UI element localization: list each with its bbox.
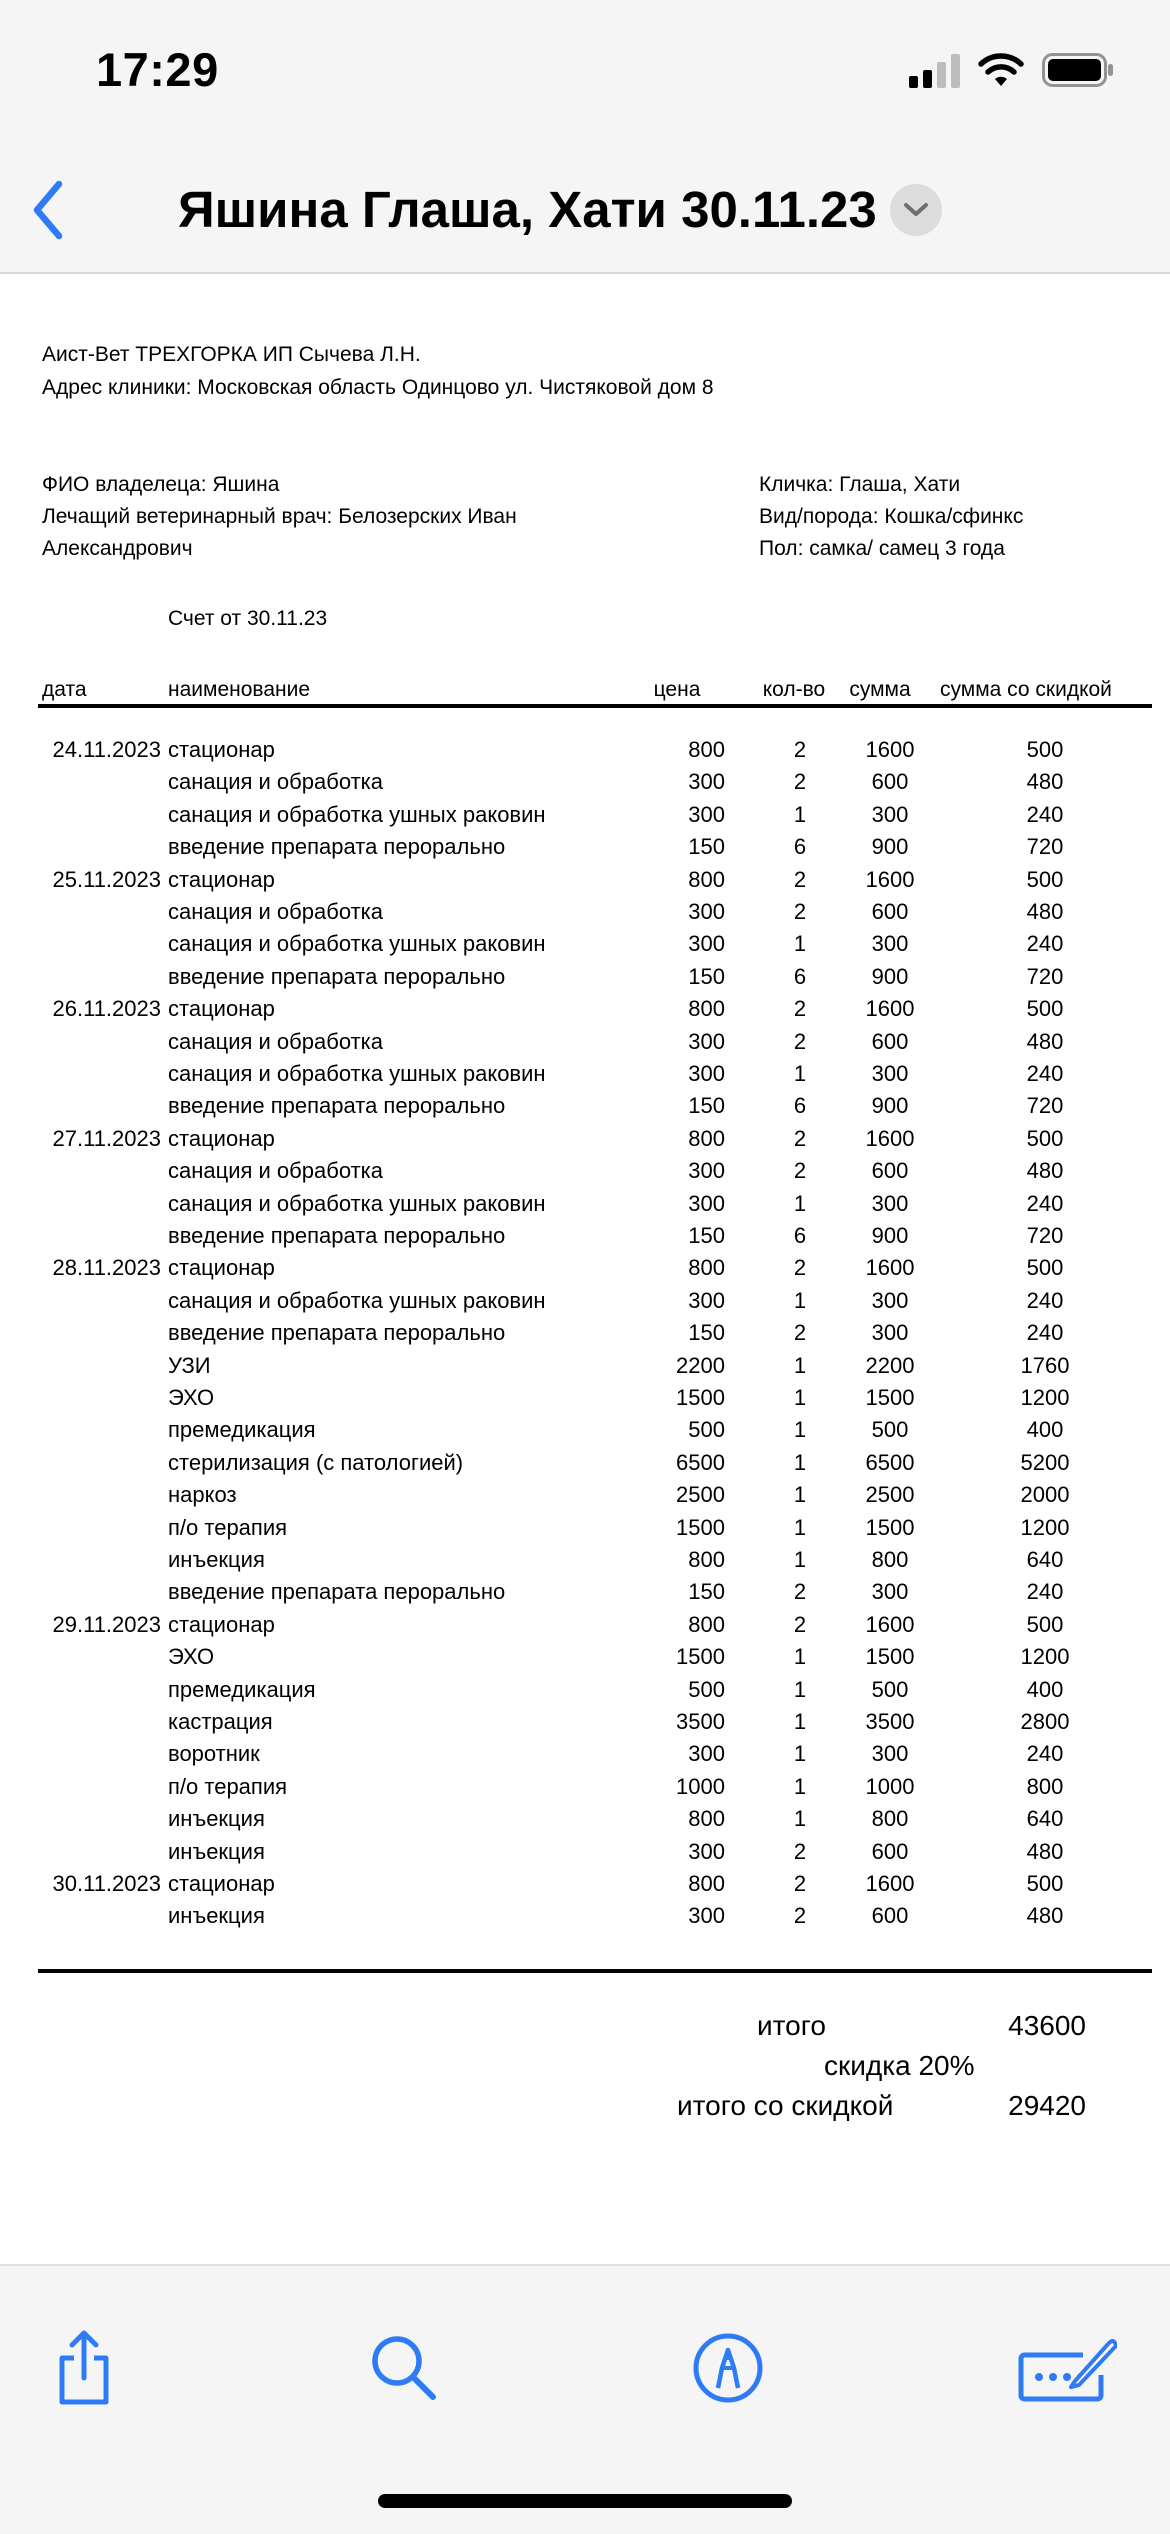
document-title[interactable]: Яшина Глаша, Хати 30.11.23	[178, 181, 877, 238]
cell-sum-discount: 480	[1026, 1838, 1064, 1864]
cell-quantity: 6	[793, 1093, 807, 1119]
cell-name: введение препарата перорально	[168, 963, 506, 989]
markup-button[interactable]	[686, 2326, 770, 2410]
table-row	[0, 1808, 1170, 1840]
cell-price: 300	[688, 1741, 725, 1767]
table-row	[0, 1387, 1170, 1419]
column-header-sum: сумма	[849, 678, 911, 701]
cell-sum-discount: 640	[1026, 1806, 1064, 1832]
cell-sum-discount: 240	[1026, 1190, 1064, 1216]
cell-sum: 2500	[865, 1482, 915, 1508]
cell-quantity: 2	[793, 737, 807, 762]
table-row	[0, 1028, 1170, 1063]
cell-sum: 1500	[865, 1385, 915, 1410]
bottom-toolbar	[0, 2264, 1170, 2534]
table-row	[0, 1773, 1170, 1808]
cell-sum-discount: 720	[1026, 834, 1064, 860]
clinic-address: Адрес клиники: Московская область Одинцово ул. Чистяковой дом 8	[42, 376, 714, 399]
cell-quantity: 2	[793, 866, 807, 892]
table-row	[0, 866, 1170, 901]
cell-price: 2500	[676, 1482, 725, 1508]
cell-sum: 500	[871, 1417, 909, 1443]
table-row	[0, 1063, 1170, 1095]
status-bar	[0, 0, 1170, 150]
cell-quantity: 1	[793, 1352, 807, 1378]
cell-sum-discount: 240	[1026, 1061, 1064, 1086]
cell-sum-discount: 800	[1026, 1773, 1064, 1799]
cell-name: стационар	[168, 1611, 275, 1637]
column-header-date: дата	[42, 678, 87, 701]
chevron-down-icon	[903, 202, 929, 218]
cell-price: 150	[688, 963, 725, 989]
cell-name: п/о терапия	[168, 1773, 288, 1799]
cell-sum-discount: 480	[1026, 1028, 1064, 1054]
share-button[interactable]	[42, 2326, 126, 2410]
search-icon	[369, 2333, 439, 2403]
cell-quantity: 2	[793, 769, 807, 795]
cell-name: санация и обработка ушных раковин	[168, 1061, 546, 1086]
cell-quantity: 1	[793, 1644, 807, 1670]
cell-quantity: 1	[793, 1741, 807, 1767]
cell-sum-discount: 240	[1026, 1287, 1064, 1313]
cell-quantity: 1	[793, 1287, 807, 1313]
cell-name: введение препарата перорально	[168, 1223, 506, 1248]
cell-sum-discount: 1200	[1020, 1644, 1070, 1670]
cell-quantity: 6	[793, 963, 807, 989]
cell-sum: 1600	[865, 996, 915, 1022]
cell-price: 300	[688, 769, 725, 795]
cell-quantity: 2	[793, 1028, 807, 1054]
cell-price: 150	[688, 1320, 725, 1346]
cell-quantity: 1	[793, 1190, 807, 1216]
table-row	[0, 1549, 1170, 1581]
cell-sum-discount: 640	[1026, 1547, 1064, 1572]
cell-quantity: 1	[793, 1417, 807, 1443]
table-row	[0, 933, 1170, 965]
cell-sum-discount: 500	[1026, 737, 1064, 762]
cell-date: 24.11.2023	[52, 737, 161, 762]
table-row	[0, 1611, 1170, 1646]
cell-sum-discount: 480	[1026, 899, 1064, 924]
table-row	[0, 739, 1170, 771]
cell-sum-discount: 240	[1026, 801, 1064, 827]
table-row	[0, 1190, 1170, 1225]
cell-price: 300	[688, 1903, 725, 1929]
cell-sum-discount: 500	[1026, 1611, 1064, 1637]
cell-sum-discount: 240	[1026, 1320, 1064, 1346]
table-row	[0, 1160, 1170, 1192]
cell-sum: 500	[871, 1676, 909, 1702]
cell-sum: 3500	[865, 1709, 915, 1734]
cell-sum: 6500	[865, 1449, 915, 1475]
cell-name: санация и обработка ушных раковин	[168, 931, 546, 957]
discounted-total-value: 29420	[1008, 2090, 1086, 2121]
cell-name: санация и обработка ушных раковин	[168, 801, 546, 827]
cell-quantity: 2	[793, 1903, 807, 1929]
cell-price: 800	[688, 1125, 725, 1151]
total-value: 43600	[1008, 2010, 1086, 2041]
cell-sum: 600	[871, 769, 909, 795]
table-bottom-divider	[38, 1969, 1152, 1973]
discounted-total-label: итого со скидкой	[677, 2090, 894, 2121]
cell-sum: 600	[871, 1028, 909, 1054]
cell-sum: 300	[871, 1741, 909, 1767]
table-row	[0, 1514, 1170, 1549]
table-row	[0, 1581, 1170, 1613]
table-row	[0, 1838, 1170, 1873]
cell-quantity: 1	[793, 1482, 807, 1508]
cell-name: санация и обработка	[168, 1028, 384, 1054]
cell-sum: 300	[871, 1320, 909, 1346]
cell-sum: 900	[871, 1223, 909, 1248]
cell-name: наркоз	[168, 1482, 237, 1508]
cell-price: 300	[688, 899, 725, 924]
pet-name: Кличка: Глаша, Хати	[759, 473, 961, 496]
cell-price: 500	[688, 1676, 725, 1702]
cell-name: стационар	[168, 996, 275, 1022]
cell-price: 300	[688, 1028, 725, 1054]
cell-name: стационар	[168, 1255, 275, 1281]
table-row	[0, 998, 1170, 1030]
cell-sum: 800	[871, 1806, 909, 1832]
cell-price: 800	[688, 737, 725, 762]
share-icon	[54, 2330, 114, 2406]
cell-price: 150	[688, 834, 725, 860]
table-row	[0, 1646, 1170, 1678]
cell-price: 500	[688, 1417, 725, 1443]
cell-price: 6500	[676, 1449, 725, 1475]
cell-price: 300	[688, 1158, 725, 1184]
cell-sum: 300	[871, 1579, 909, 1605]
table-row	[0, 1419, 1170, 1451]
table-row	[0, 1873, 1170, 1905]
cell-price: 300	[688, 1061, 725, 1086]
navigation-bar	[0, 150, 1170, 274]
cell-sum: 1500	[865, 1644, 915, 1670]
status-icons	[909, 52, 1114, 88]
table-row	[0, 1676, 1170, 1711]
cell-quantity: 6	[793, 1223, 807, 1248]
cell-date: 28.11.2023	[52, 1255, 161, 1281]
cell-price: 800	[688, 1871, 725, 1896]
cell-price: 800	[688, 1611, 725, 1637]
cellular-signal-icon	[909, 52, 960, 88]
column-header-price: цена	[653, 678, 701, 701]
cell-name: стационар	[168, 1125, 275, 1151]
owner-name: ФИО владелеца: Яшина	[42, 473, 280, 496]
cell-name: УЗИ	[168, 1352, 211, 1378]
cell-sum: 300	[871, 931, 909, 957]
doctor-name-continued: Александрович	[42, 537, 193, 560]
cell-price: 800	[688, 1547, 725, 1572]
table-row	[0, 1352, 1170, 1387]
cell-sum: 900	[871, 1093, 909, 1119]
table-row	[0, 1449, 1170, 1484]
cell-sum: 600	[871, 899, 909, 924]
cell-sum: 300	[871, 1190, 909, 1216]
cell-quantity: 1	[793, 1385, 807, 1410]
cell-sum: 600	[871, 1838, 909, 1864]
cell-price: 300	[688, 931, 725, 957]
cell-quantity: 2	[793, 1255, 807, 1281]
cell-sum: 2200	[865, 1352, 915, 1378]
cell-price: 2200	[676, 1352, 725, 1378]
cell-sum-discount: 720	[1026, 963, 1064, 989]
cell-name: введение препарата перорально	[168, 1093, 506, 1119]
table-row	[0, 1743, 1170, 1775]
table-row	[0, 1225, 1170, 1257]
cell-price: 300	[688, 1838, 725, 1864]
doctor-name: Лечащий ветеринарный врач: Белозерских Иван	[42, 505, 517, 528]
cell-price: 1500	[676, 1514, 725, 1540]
cell-quantity: 2	[793, 1611, 807, 1637]
column-header-sum-discount: сумма со скидкой	[940, 678, 1112, 701]
cell-price: 1500	[676, 1644, 725, 1670]
cell-quantity: 2	[793, 1320, 807, 1346]
header-divider	[38, 704, 1152, 708]
cell-sum: 300	[871, 1061, 909, 1086]
cell-quantity: 2	[793, 1125, 807, 1151]
cell-quantity: 1	[793, 1676, 807, 1702]
home-indicator	[378, 2494, 792, 2508]
table-row	[0, 1484, 1170, 1516]
cell-name: инъекция	[168, 1806, 265, 1832]
invoice-title: Счет от 30.11.23	[168, 607, 328, 630]
cell-name: премедикация	[168, 1417, 316, 1443]
cell-name: введение препарата перорально	[168, 834, 506, 860]
cell-sum-discount: 500	[1026, 1255, 1064, 1281]
cell-price: 300	[688, 1287, 725, 1313]
cell-name: введение препарата перорально	[168, 1320, 506, 1346]
cell-price: 800	[688, 1255, 725, 1281]
cell-quantity: 1	[793, 1449, 807, 1475]
cell-sum: 600	[871, 1903, 909, 1929]
cell-sum-discount: 500	[1026, 866, 1064, 892]
cell-quantity: 2	[793, 996, 807, 1022]
cell-price: 800	[688, 866, 725, 892]
status-time: 17:29	[96, 43, 219, 96]
cell-price: 800	[688, 1806, 725, 1832]
cell-name: санация и обработка ушных раковин	[168, 1287, 546, 1313]
cell-sum-discount: 1200	[1020, 1514, 1070, 1540]
cell-quantity: 1	[793, 1709, 807, 1734]
cell-quantity: 1	[793, 1514, 807, 1540]
table-row	[0, 1287, 1170, 1322]
markup-icon	[692, 2332, 764, 2404]
column-header-name: наименование	[168, 678, 311, 701]
cell-sum-discount: 240	[1026, 1741, 1064, 1767]
cell-sum-discount: 720	[1026, 1093, 1064, 1119]
cell-price: 300	[688, 801, 725, 827]
cell-name: воротник	[168, 1741, 260, 1767]
table-row	[0, 1322, 1170, 1354]
table-row	[0, 771, 1170, 803]
cell-name: инъекция	[168, 1903, 265, 1929]
table-row	[0, 1257, 1170, 1289]
cell-name: ЭХО	[168, 1385, 215, 1410]
cell-sum-discount: 1760	[1020, 1352, 1070, 1378]
cell-sum-discount: 500	[1026, 1125, 1064, 1151]
pet-sex-age: Пол: самка/ самец 3 года	[759, 537, 1005, 560]
keyboard-edit-icon	[1017, 2333, 1117, 2403]
cell-price: 1000	[676, 1773, 725, 1799]
cell-sum-discount: 720	[1026, 1223, 1064, 1248]
cell-name: стационар	[168, 866, 275, 892]
cell-name: стерилизация (с патологией)	[168, 1449, 464, 1475]
cell-name: стационар	[168, 1871, 275, 1896]
cell-quantity: 1	[793, 801, 807, 827]
cell-price: 300	[688, 1190, 725, 1216]
cell-sum-discount: 5200	[1020, 1449, 1070, 1475]
cell-sum: 900	[871, 834, 909, 860]
cell-name: санация и обработка	[168, 769, 384, 795]
cell-name: кастрация	[168, 1709, 273, 1734]
table-row	[0, 1095, 1170, 1127]
cell-quantity: 2	[793, 1579, 807, 1605]
cell-date: 27.11.2023	[52, 1125, 161, 1151]
cell-sum: 800	[871, 1547, 909, 1572]
cell-price: 3500	[676, 1709, 725, 1734]
cell-sum: 1000	[865, 1773, 915, 1799]
cell-quantity: 1	[793, 1773, 807, 1799]
cell-sum-discount: 480	[1026, 769, 1064, 795]
cell-price: 150	[688, 1093, 725, 1119]
cell-name: санация и обработка	[168, 899, 384, 924]
cell-name: санация и обработка	[168, 1158, 384, 1184]
table-row	[0, 901, 1170, 933]
table-row	[0, 1711, 1170, 1743]
table-row	[0, 1125, 1170, 1160]
cell-quantity: 2	[793, 899, 807, 924]
cell-sum: 1600	[865, 1255, 915, 1281]
cell-sum-discount: 2800	[1020, 1709, 1070, 1734]
cell-quantity: 1	[793, 1547, 807, 1572]
cell-sum-discount: 400	[1026, 1417, 1064, 1443]
cell-date: 25.11.2023	[52, 866, 161, 892]
cell-sum: 300	[871, 801, 909, 827]
cell-name: введение препарата перорально	[168, 1579, 506, 1605]
column-header-quantity: кол-во	[762, 678, 826, 701]
cell-name: инъекция	[168, 1547, 265, 1572]
table-row	[0, 1905, 1170, 1937]
cell-quantity: 2	[793, 1871, 807, 1896]
battery-icon	[1042, 52, 1114, 88]
title-menu-button[interactable]	[890, 184, 942, 236]
cell-sum: 1500	[865, 1514, 915, 1540]
cell-date: 29.11.2023	[52, 1611, 161, 1637]
cell-price: 150	[688, 1579, 725, 1605]
cell-sum: 1600	[865, 737, 915, 762]
cell-sum: 1600	[865, 1611, 915, 1637]
cell-name: ЭХО	[168, 1644, 215, 1670]
cell-price: 800	[688, 996, 725, 1022]
cell-sum: 1600	[865, 1125, 915, 1151]
cell-sum: 300	[871, 1287, 909, 1313]
cell-price: 150	[688, 1223, 725, 1248]
cell-sum-discount: 400	[1026, 1676, 1064, 1702]
chevron-left-icon	[31, 180, 65, 240]
cell-price: 1500	[676, 1385, 725, 1410]
cell-sum-discount: 1200	[1020, 1385, 1070, 1410]
cell-quantity: 2	[793, 1838, 807, 1864]
invoice-document	[0, 274, 1170, 2264]
cell-sum-discount: 480	[1026, 1158, 1064, 1184]
total-label: итого	[757, 2010, 826, 2041]
cell-date: 26.11.2023	[52, 996, 161, 1022]
wifi-icon	[978, 52, 1024, 88]
discount-label: скидка 20%	[824, 2050, 975, 2081]
cell-sum-discount: 500	[1026, 1871, 1064, 1896]
cell-quantity: 1	[793, 1806, 807, 1832]
table-row	[0, 963, 1170, 998]
clinic-name: Аист-Вет ТРЕХГОРКА ИП Сычева Л.Н.	[42, 343, 421, 366]
cell-name: инъекция	[168, 1838, 265, 1864]
form-fill-button[interactable]	[1012, 2326, 1122, 2410]
cell-sum-discount: 2000	[1020, 1482, 1070, 1508]
table-row	[0, 801, 1170, 836]
cell-date: 30.11.2023	[52, 1871, 161, 1896]
table-row	[0, 836, 1170, 868]
cell-name: стационар	[168, 737, 275, 762]
search-button[interactable]	[362, 2326, 446, 2410]
cell-quantity: 2	[793, 1158, 807, 1184]
cell-quantity: 1	[793, 931, 807, 957]
pet-breed: Вид/порода: Кошка/сфинкс	[759, 505, 1024, 528]
cell-sum-discount: 480	[1026, 1903, 1064, 1929]
cell-name: санация и обработка ушных раковин	[168, 1190, 546, 1216]
cell-sum: 600	[871, 1158, 909, 1184]
cell-sum: 1600	[865, 1871, 915, 1896]
cell-name: премедикация	[168, 1676, 316, 1702]
cell-name: п/о терапия	[168, 1514, 288, 1540]
cell-sum-discount: 240	[1026, 1579, 1064, 1605]
cell-sum: 900	[871, 963, 909, 989]
cell-sum: 1600	[865, 866, 915, 892]
cell-quantity: 6	[793, 834, 807, 860]
cell-sum-discount: 500	[1026, 996, 1064, 1022]
cell-sum-discount: 240	[1026, 931, 1064, 957]
cell-quantity: 1	[793, 1061, 807, 1086]
back-button[interactable]	[18, 170, 78, 250]
